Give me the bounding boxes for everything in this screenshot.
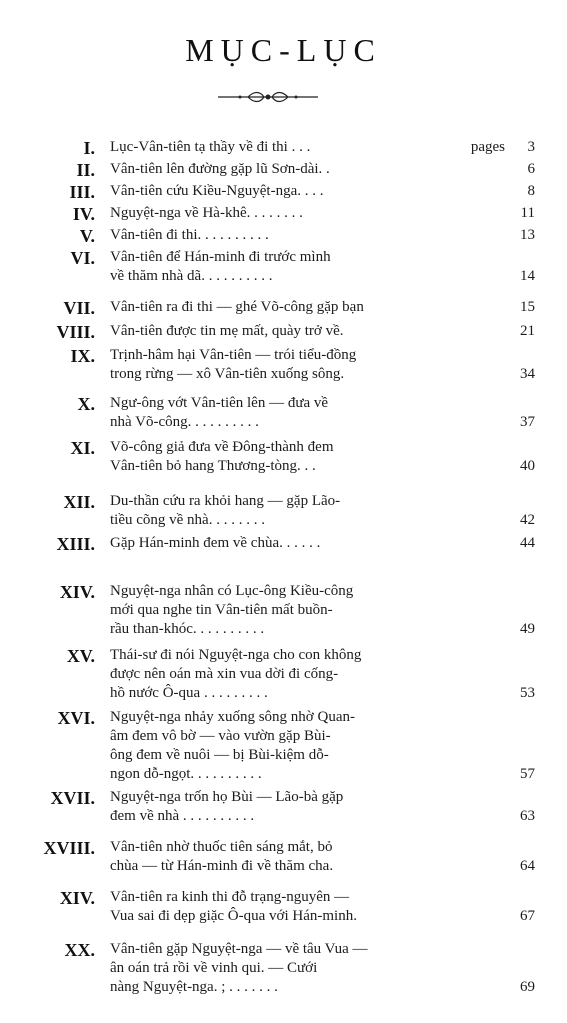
toc-entry-text: hồ nước Ô-qua . . . . . . . . . (110, 685, 268, 701)
toc-entry-text: Vân-tiên lên đường gặp lũ Sơn-dài. . (110, 161, 330, 177)
toc-entry-page: 13 (520, 227, 535, 243)
toc-entry-text: Du-thần cứu ra khỏi hang — gặp Lão- (110, 493, 341, 509)
toc-entry-text: Nguyệt-nga trốn họ Bùi — Lão-bà gặp (110, 789, 344, 805)
toc-entry-number: XVIII. (43, 838, 95, 858)
toc-entry-number: XI. (70, 438, 95, 458)
toc-entry-text: nhà Võ-công. . . . . . . . . . (110, 414, 259, 430)
toc-entry-page: 57 (520, 766, 535, 782)
page-title: MỤC-LỤC (185, 32, 382, 68)
toc-entry-page: 40 (520, 458, 535, 474)
toc-entry-number: XV. (66, 646, 95, 666)
toc-entry-page: 34 (520, 366, 535, 382)
toc-entry-number: V. (79, 226, 95, 246)
toc-entry-text: mới qua nghe tin Vân-tiên mất buồn- (110, 602, 333, 618)
toc-entry-text: Trịnh-hâm hại Vân-tiên — trói tiểu-đồng (110, 347, 357, 363)
toc-entry-page: 64 (520, 858, 535, 874)
toc-entry-page: 14 (520, 268, 535, 284)
toc-entry-text: Nguyệt-nga nhân có Lục-ông Kiều-công (110, 583, 354, 599)
toc-entry-text: ông đem về nuôi — bị Bùi-kiệm dỗ- (110, 747, 329, 763)
toc-entry-number: X. (77, 394, 95, 414)
toc-entry-number: XII. (63, 492, 95, 512)
toc-entry-number: I. (83, 138, 95, 158)
toc-entry-page: 8 (527, 183, 535, 199)
toc-entry-text: Lục-Vân-tiên tạ thầy về đi thi . . . (110, 139, 311, 155)
toc-entry-page: 53 (520, 685, 535, 701)
toc-entry-number: XIV. (59, 582, 95, 602)
toc-entry-text: Vân-tiên gặp Nguyệt-nga — về tâu Vua — (110, 941, 368, 957)
toc-entry-number: VIII. (56, 322, 95, 342)
toc-entry-page: 44 (520, 535, 535, 551)
toc-entry-text: Vân-tiên được tin mẹ mất, quày trở về. (110, 323, 344, 339)
toc-entry-number: II. (76, 160, 95, 180)
toc-entry-text: được nên oán mà xin vua dời đi cống- (110, 666, 339, 682)
toc-entry-text: Võ-công giả đưa về Đông-thành đem (110, 439, 334, 455)
toc-entry-text: rầu than-khóc. . . . . . . . . . (110, 621, 265, 637)
toc-entry-number: XVII. (50, 788, 95, 808)
toc-entry-page: 69 (520, 979, 535, 995)
toc-entry-page: 49 (520, 621, 535, 637)
toc-entry-text: Vua sai đi dẹp giặc Ô-qua với Hán-minh. (110, 908, 357, 924)
toc-entry-text: Vân-tiên nhờ thuốc tiên sáng mắt, bỏ (110, 839, 333, 855)
toc-entry-number: XVI. (57, 708, 95, 728)
toc-entry-text: ngon dỗ-ngọt. . . . . . . . . . (110, 766, 262, 782)
ornament-divider (218, 90, 318, 104)
toc-entry-text: Vân-tiên ra đi thi — ghé Võ-công gặp bạn (110, 299, 364, 315)
toc-entry-text: Vân-tiên cứu Kiều-Nguyệt-nga. . . . (110, 183, 324, 199)
toc-entry-text: đem về nhà . . . . . . . . . . (110, 808, 255, 824)
toc-entry-page: 6 (527, 161, 535, 177)
toc-entry-number: IV. (72, 204, 95, 224)
toc-entry-number: IX. (70, 346, 95, 366)
toc-entry-text: nàng Nguyệt-nga. ; . . . . . . . (110, 979, 278, 995)
toc-entry-text: ân oán trả rồi về vinh qui. — Cưới (110, 960, 318, 976)
toc-entry-text: tiều cõng về nhà. . . . . . . . (110, 512, 265, 528)
toc-entry-number: VII. (63, 298, 95, 318)
toc-entry-text: Ngư-ông vớt Vân-tiên lên — đưa về (110, 395, 329, 411)
toc-entry-number: XX. (64, 940, 95, 960)
toc-entry-page: 63 (520, 808, 535, 824)
toc-entry-page: 15 (520, 299, 535, 315)
toc-entry-text: âm đem vô bờ — vào vườn gặp Bùi- (110, 728, 331, 744)
pages-label: pages (470, 139, 505, 155)
toc-entry-text: về thăm nhà dã. . . . . . . . . . (110, 268, 273, 284)
toc-entry-page: 37 (520, 414, 535, 430)
toc-entry-text: Vân-tiên ra kinh thi đỗ trạng-nguyên — (110, 889, 350, 905)
toc-entry-page: 42 (520, 512, 535, 528)
toc-entry-page: 3 (527, 139, 535, 155)
toc-entry-text: Vân-tiên để Hán-minh đi trước mình (110, 249, 331, 265)
toc-entry-number: XIV. (59, 888, 95, 908)
toc-entry-text: Thái-sư đi nói Nguyệt-nga cho con không (110, 647, 362, 663)
toc-entry-page: 67 (520, 908, 535, 924)
toc-entry-number: VI. (70, 248, 95, 268)
toc-entry-page: 21 (520, 323, 535, 339)
toc-entry-text: Vân-tiên đi thi. . . . . . . . . . (110, 227, 269, 243)
toc-entry-text: chùa — từ Hán-minh đi về thăm cha. (110, 858, 334, 874)
toc-entry-text: Nguyệt-nga về Hà-khê. . . . . . . . (110, 205, 303, 221)
toc-entry-text: Nguyệt-nga nhảy xuống sông nhờ Quan- (110, 709, 355, 725)
toc-entry-text: Vân-tiên bỏ hang Thương-tòng. . . (110, 458, 316, 474)
toc-entry-text: Gặp Hán-minh đem về chùa. . . . . . (110, 535, 321, 551)
toc-entry-text: trong rừng — xô Vân-tiên xuống sông. (110, 366, 345, 382)
toc-entry-number: III. (69, 182, 95, 202)
toc-entry-page: 11 (520, 205, 535, 221)
toc-entry-number: XIII. (56, 534, 95, 554)
